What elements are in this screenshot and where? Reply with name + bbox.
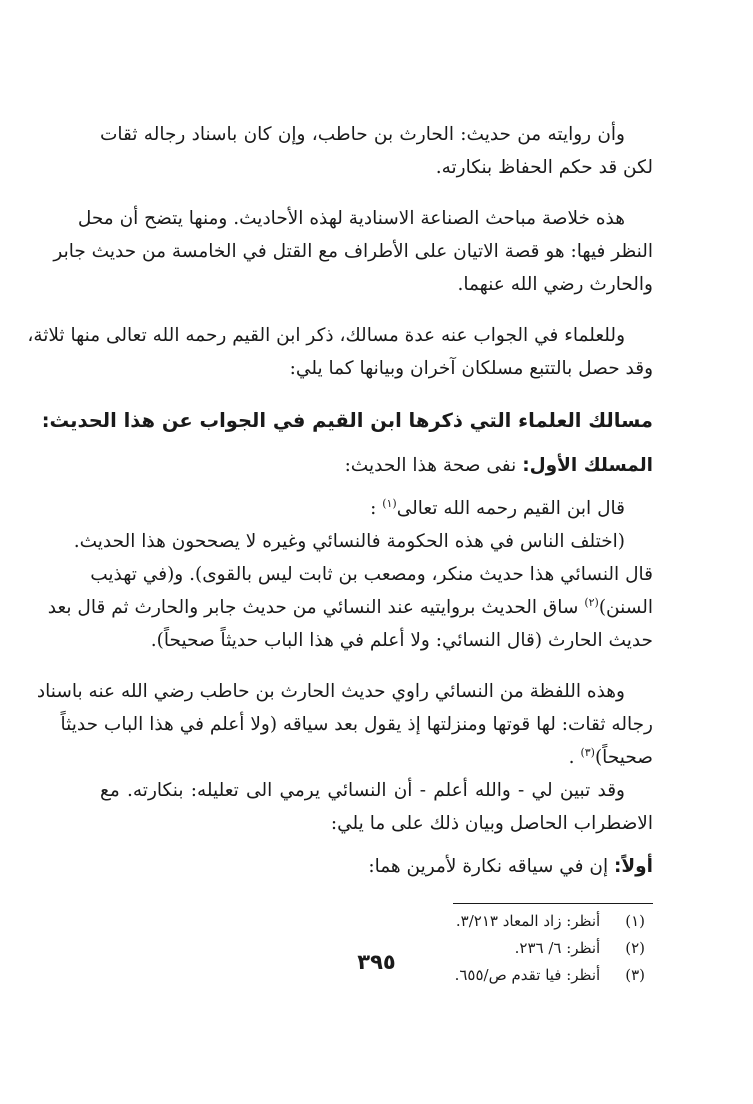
footnote-number: (٢) [625,939,645,957]
text-line: وهذه اللفظة من النسائي راوي حديث الحارث بن حاطب رضي الله عنه باسناد [36,681,625,702]
footnote-ref-1: (١) [382,496,397,510]
footnote-text: أنظر: زاد المعاد ٣/٢١٣. [455,912,601,930]
text-line: لكن قد حكم الحفاظ بنكارته. [435,157,653,178]
first-path-line [100,449,653,482]
text-line: الاضطراب الحاصل وبيان ذلك على ما يلي: [330,813,653,834]
footnote [100,908,653,935]
footnote-divider [453,903,653,904]
footnote-ref-3: (٣) [580,745,595,759]
text-segment: السنن) [598,597,653,618]
text-line: وقد حصل بالتتبع مسلكان آخران وبيانها كما يلي: [289,358,653,379]
text-line: رجاله ثقات: لها قوتها ومنزلتها إذ يقول بعد سياقه (ولا أعلم في هذا الباب حديثاً [60,714,653,735]
text-segment: صحيحاً) [594,747,653,768]
quote-intro-colon: : [370,498,377,519]
paragraph-6 [100,774,653,840]
first-point-line [100,850,653,883]
page-number: ٣٩٥ [357,950,396,974]
paragraph-2 [53,202,653,301]
text-segment: ساق الحديث بروايتيه عند النسائي من حديث جابر والحارث ثم قال بعد [47,597,579,618]
footnote-text: أنظر: فيا تقدم ص/٦٥٥. [454,966,601,984]
text-line: قال النسائي هذا حديث منكر، ومصعب بن ثابت ليس بالقوى). و(في تهذيب [90,564,653,585]
first-point-label: أولاً: [613,856,653,877]
text-line: هذه خلاصة مباحث الصناعة الاسنادية لهذه الأحاديث. ومنها يتضح أن محل [77,208,625,229]
footnotes [100,908,653,989]
paragraph-1 [100,118,653,184]
footnote-ref-2: (٢) [584,595,599,609]
footnote-number: (١) [625,912,645,930]
text-line [47,591,653,624]
paragraph-3 [27,319,653,385]
text-segment: . [568,747,575,768]
quote-block [47,492,653,657]
footnote-number: (٣) [625,966,645,984]
text-line: وللعلماء في الجواب عنه عدة مسالك، ذكر ابن القيم رحمه الله تعالى منها ثلاثة، [27,325,625,346]
text-line: حديث الحارث (قال النسائي: ولا أعلم في هذا الباب حديثاً صحيحاً). [150,630,653,651]
text-line: (اختلف الناس في هذه الحكومة فالنسائي وغيره لا يصححون هذا الحديث. [73,531,625,552]
first-path-text: نفى صحة هذا الحديث: [344,455,517,476]
paragraph-5 [36,675,653,774]
quote-intro [100,492,653,525]
section-heading: مسالك العلماء التي ذكرها ابن القيم في الجواب عن هذا الحديث: [41,409,653,432]
text-line [100,741,653,774]
text-line: وأن روايته من حديث: الحارث بن حاطب، وإن كان باسناد رجاله ثقات [100,124,625,145]
text-line: وقد تبين لي - والله أعلم - أن النسائي يرمي الى تعليله: بنكارته. مع [100,780,625,801]
quote-intro-text: قال ابن القيم رحمه الله تعالى [396,498,625,519]
text-line: النظر فيها: هو قصة الاتيان على الأطراف مع القتل في الخامسة من حديث جابر [53,241,653,262]
first-point-text: إن في سياقه نكارة لأمرين هما: [368,856,609,877]
footnote-text: أنظر: ٦/ ٢٣٦. [514,939,601,957]
first-path-label: المسلك الأول: [522,455,653,476]
text-line: والحارث رضي الله عنهما. [457,274,653,295]
